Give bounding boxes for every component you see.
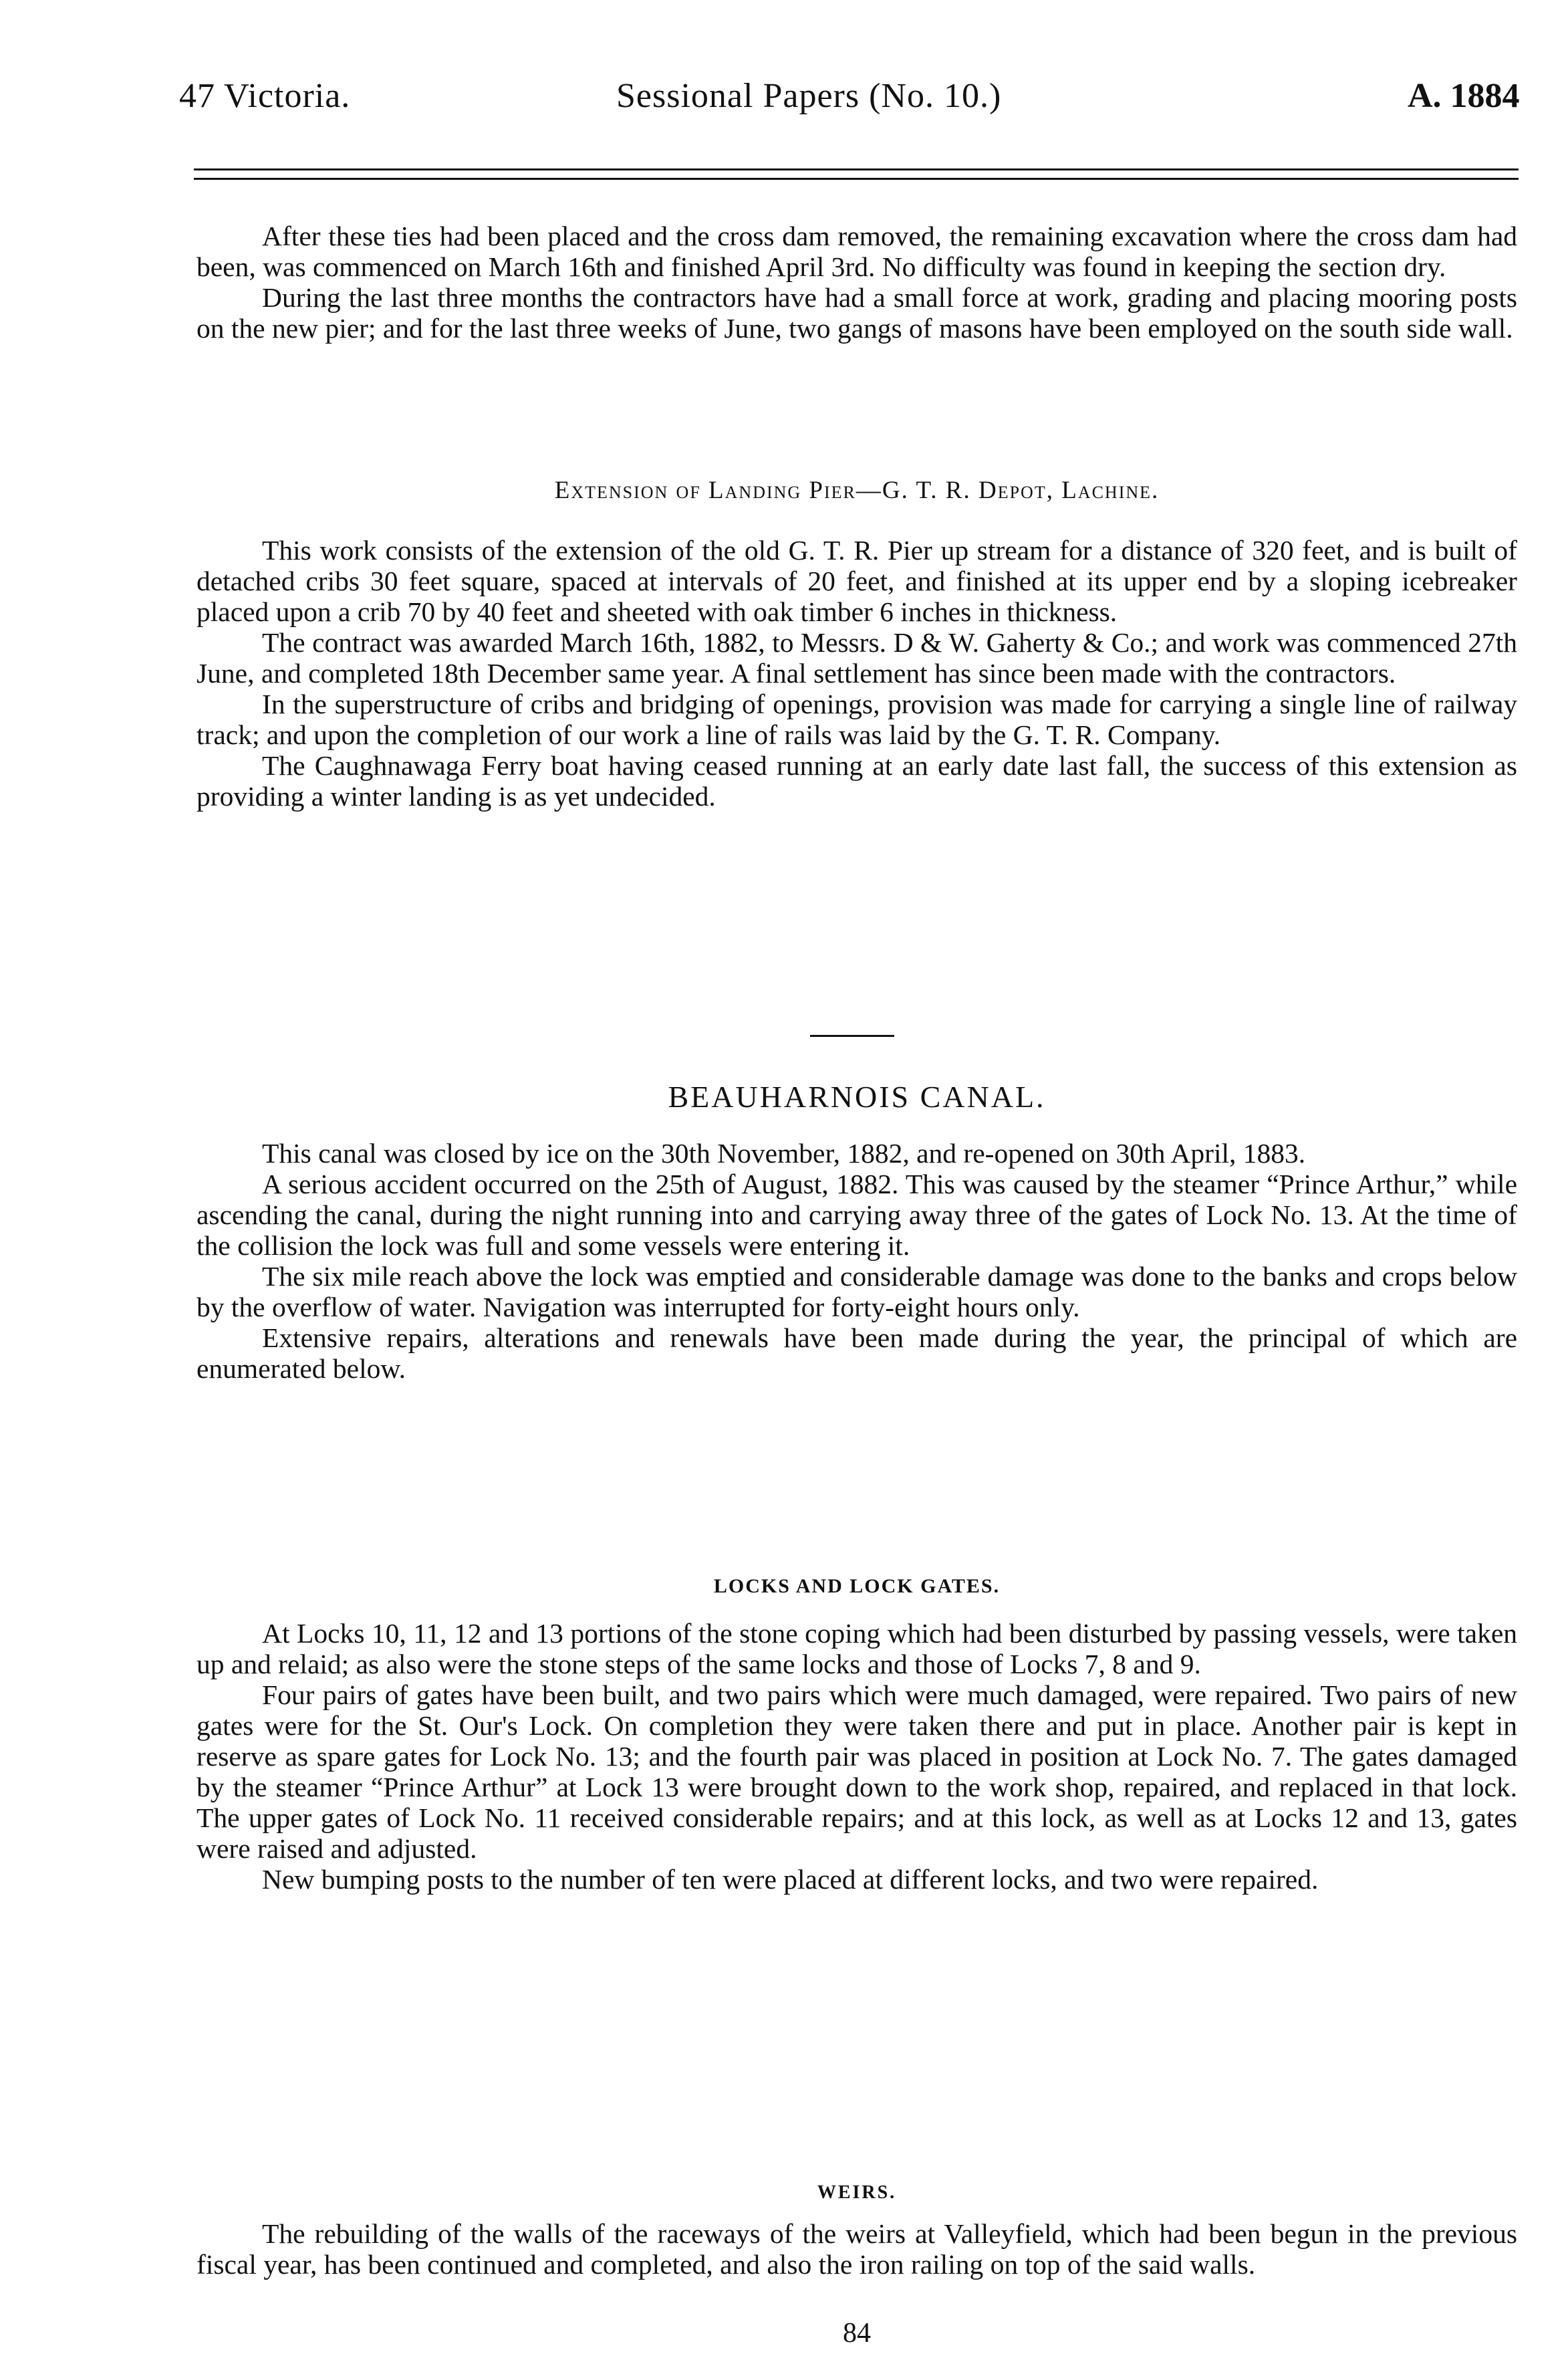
extension-section — [197, 535, 1517, 812]
page-number: 84 — [843, 2318, 871, 2349]
section-heading-extension: Extension of Landing Pier—G. T. R. Depot, Lachine. — [554, 477, 1160, 504]
weirs-section — [197, 2218, 1517, 2280]
paragraph: New bumping posts to the number of ten were placed at different locks, and two were repaired. — [262, 1864, 1319, 1895]
header-rule-bottom — [194, 178, 1519, 180]
intro-section — [197, 221, 1517, 344]
header-year: A. 1884 — [1408, 77, 1520, 115]
paragraph: The contract was awarded March 16th, 1882, to Messrs. D & W. Gaherty & Co.; and work was commenced 27th June, and completed 18th December same year. A final settlement has since been made with the contractors. — [197, 627, 1517, 689]
paragraph: This canal was closed by ice on the 30th November, 1882, and re-opened on 30th April, 1883. — [262, 1138, 1306, 1169]
header-title: Sessional Papers (No. 10.) — [616, 77, 1002, 115]
paragraph: During the last three months the contractors have had a small force at work, grading and placing mooring posts on the new pier; and for the last three weeks of June, two gangs of masons have been employed on the south side wall. — [197, 282, 1517, 344]
canal-section — [197, 1138, 1517, 1384]
paragraph: In the superstructure of cribs and bridging of openings, provision was made for carrying a single line of railway track; and upon the completion of our work a line of rails was laid by the G. T. R. Company. — [197, 689, 1517, 750]
paragraph: Extensive repairs, alterations and renewals have been made during the year, the principal of which are enumerated below. — [197, 1322, 1517, 1384]
section-heading-canal: BEAUHARNOIS CANAL. — [668, 1080, 1046, 1114]
paragraph: The rebuilding of the walls of the raceways of the weirs at Valleyfield, which had been begun in the previous fiscal year, has been continued and completed, and also the iron railing on top of the said walls. — [197, 2218, 1517, 2280]
subheading-locks: LOCKS AND LOCK GATES. — [713, 1575, 1001, 1597]
header-rule-top — [194, 168, 1519, 170]
paragraph: Four pairs of gates have been built, and two pairs which were much damaged, were repaired. Two pairs of new gates were for the St. Our's Lock. On completion they were taken there and put in place. Another pair is kept in reserve as spare gates for Lock No. 13; and the fourth pair was placed in position at Lock No. 7. The gates damaged by the steamer “Prince Arthur” at Lock 13 were brought down to the work shop, repaired, and replaced in that lock. The upper gates of Lock No. 11 received considerable repairs; and at this lock, as well as at Locks 12 and 13, gates were raised and adjusted. — [197, 1679, 1517, 1864]
paragraph: This work consists of the extension of the old G. T. R. Pier up stream for a distance of 320 feet, and is built of detached cribs 30 feet square, spaced at intervals of 20 feet, and finished at its upper end by a sloping icebreaker placed upon a crib 70 by 40 feet and sheeted with oak timber 6 inches in thickness. — [197, 535, 1517, 627]
paragraph: At Locks 10, 11, 12 and 13 portions of the stone coping which had been disturbed by passing vessels, were taken up and relaid; as also were the stone steps of the same locks and those of Locks 7, 8 and 9. — [197, 1618, 1517, 1679]
subheading-weirs: WEIRS. — [817, 2182, 897, 2203]
paragraph: The Caughnawaga Ferry boat having ceased running at an early date last fall, the success of this extension as providing a winter landing is as yet undecided. — [197, 750, 1517, 812]
paragraph: A serious accident occurred on the 25th of August, 1882. This was caused by the steamer “Prince Arthur,” while ascending the canal, during the night running into and carrying away three of the gates of Lock No. 13. At the time of the collision the lock was full and some vessels were entering it. — [197, 1169, 1517, 1261]
paragraph: After these ties had been placed and the cross dam removed, the remaining excavation where the cross dam had been, was commenced on March 16th and finished April 3rd. No difficulty was found in keeping the section dry. — [197, 221, 1517, 282]
locks-section — [197, 1618, 1517, 1895]
section-divider — [810, 1035, 894, 1037]
paragraph: The six mile reach above the lock was emptied and considerable damage was done to the banks and crops below by the overflow of water. Navigation was interrupted for forty-eight hours only. — [197, 1261, 1517, 1322]
header-volume: 47 Victoria. — [179, 77, 351, 115]
